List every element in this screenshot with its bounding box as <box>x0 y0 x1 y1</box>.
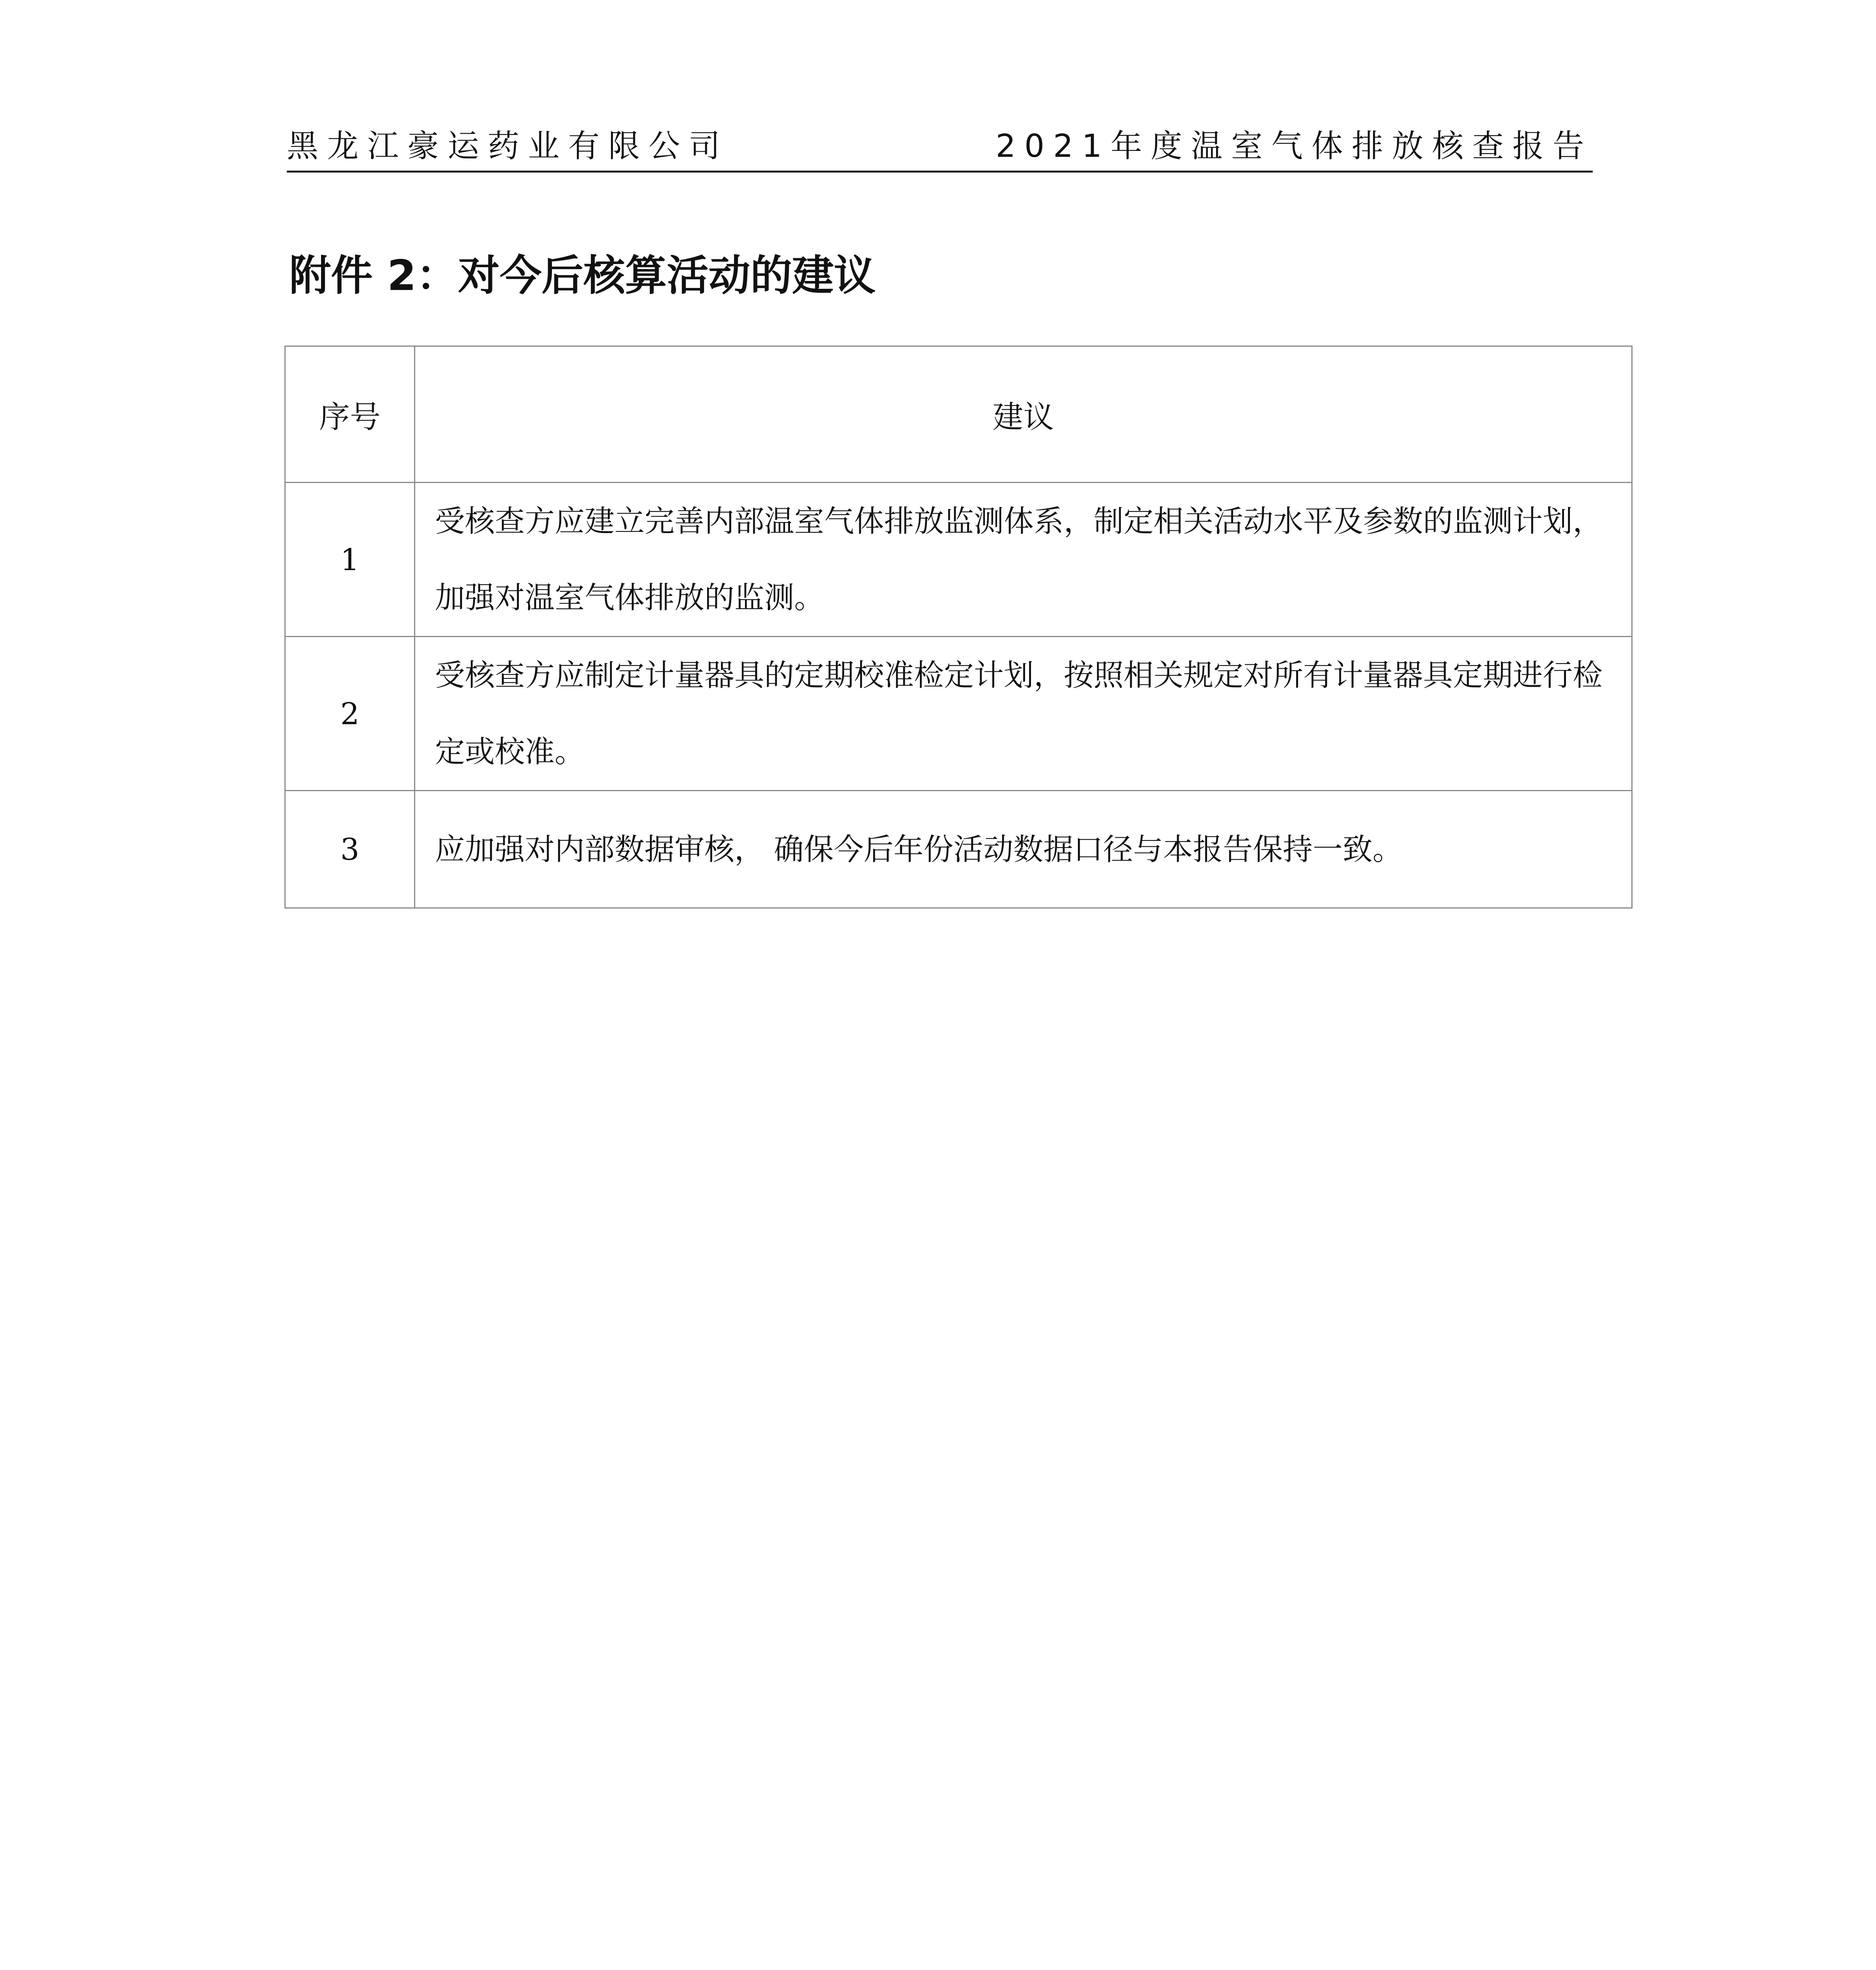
table-row <box>285 791 1632 908</box>
row-suggestion: 应加强对内部数据审核， 确保今后年份活动数据口径与本报告保持一致。 <box>415 791 1632 908</box>
table-row <box>285 483 1632 637</box>
appendix-title: 附件 2：对今后核算活动的建议 <box>289 251 876 300</box>
table-row <box>285 637 1632 791</box>
row-index: 3 <box>285 791 415 908</box>
header-divider <box>287 171 1593 173</box>
column-header-index: 序号 <box>285 346 415 483</box>
header-report-title: 2021年度温室气体排放核查报告 <box>996 128 1593 164</box>
row-index: 1 <box>285 483 415 637</box>
row-suggestion: 受核查方应制定计量器具的定期校准检定计划，按照相关规定对所有计量器具定期进行检定或校准。 <box>415 637 1632 791</box>
row-index: 2 <box>285 637 415 791</box>
suggestions-table <box>284 346 1633 909</box>
column-header-suggestion: 建议 <box>415 346 1632 483</box>
header-company: 黑龙江豪运药业有限公司 <box>287 128 729 164</box>
row-suggestion: 受核查方应建立完善内部温室气体排放监测体系，制定相关活动水平及参数的监测计划， 加强对温室气体排放的监测。 <box>415 483 1632 637</box>
table-header-row <box>285 346 1632 483</box>
